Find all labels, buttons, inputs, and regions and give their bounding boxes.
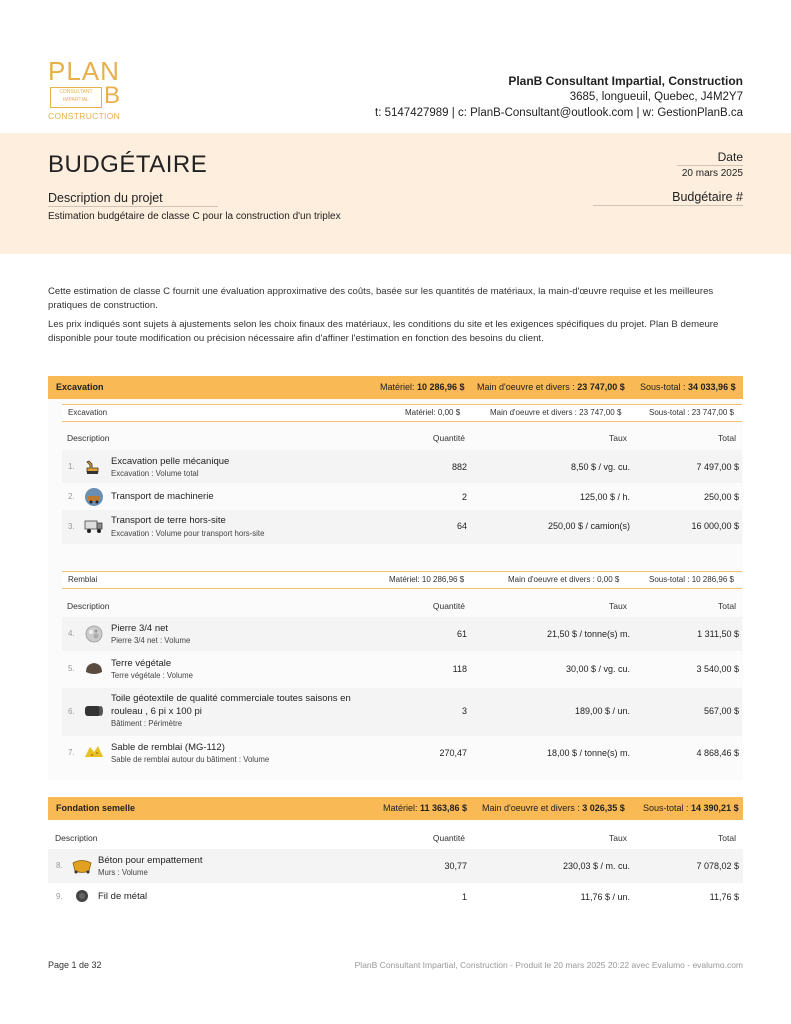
subsection-labor: Main d'oeuvre et divers : 23 747,00 $ xyxy=(490,408,622,417)
logo-b-text: B xyxy=(104,82,121,109)
item-total: 250,00 $ xyxy=(703,492,739,502)
logo-construction-text: CONSTRUCTION xyxy=(48,111,121,121)
section-header-excavation xyxy=(48,376,743,399)
item-quantity: 64 xyxy=(456,521,467,531)
item-total: 1 311,50 $ xyxy=(697,629,739,639)
row-number: 2. xyxy=(68,492,75,501)
item-rate: 8,50 $ / vg. cu. xyxy=(570,462,630,472)
item-subtext: Bâtiment : Périmètre xyxy=(111,719,183,728)
row-number: 3. xyxy=(68,522,75,531)
section-title: Excavation xyxy=(56,382,104,392)
stone-icon xyxy=(84,625,102,641)
item-quantity: 61 xyxy=(456,629,467,639)
item-subtext: Sable de remblai autour du bâtiment : Volume xyxy=(111,755,270,764)
subsection-subtotal: Sous-total : 23 747,00 $ xyxy=(649,408,734,417)
item-name-line2: rouleau , 6 pi x 100 pi xyxy=(111,706,202,717)
transport-icon xyxy=(84,487,102,503)
item-subtext: Pierre 3/4 net : Volume xyxy=(111,636,191,645)
item-name: Fil de métal xyxy=(98,891,148,902)
item-name: Toile géotextile de qualité commerciale toutes saisons en xyxy=(111,693,351,704)
item-rate: 125,00 $ / h. xyxy=(579,492,630,502)
subsection-subtotal: Sous-total : 10 286,96 $ xyxy=(649,575,734,584)
item-subtext: Excavation : Volume total xyxy=(111,469,199,478)
item-total: 11,76 $ xyxy=(709,892,739,902)
company-logo xyxy=(48,58,128,124)
logo-box-line2: IMPARTIAL xyxy=(63,97,89,103)
item-quantity: 270,47 xyxy=(439,748,467,758)
truck-icon xyxy=(84,518,102,534)
logo-plan-text: PLAN xyxy=(48,56,120,86)
subsection-header-remblai xyxy=(62,571,742,589)
subsection-header-excavation xyxy=(62,404,742,422)
row-number: 7. xyxy=(68,748,75,757)
column-header-rate: Taux xyxy=(609,833,627,843)
column-header-quantity: Quantité xyxy=(432,833,465,843)
item-name: Béton pour empattement xyxy=(98,855,203,866)
item-name: Sable de remblai (MG-112) xyxy=(111,742,225,753)
item-rate: 11,76 $ / un. xyxy=(580,892,630,902)
wire-icon xyxy=(74,888,92,904)
item-quantity: 3 xyxy=(461,706,467,716)
row-number: 6. xyxy=(68,707,75,716)
intro-paragraph-2: Les prix indiqués sont sujets à ajustements selon les choix finaux des matériaux, les conditions du site et les exigences spécifiques du projet. Plan B demeure disponible pour toute modification ou précision nécessaire afin d'affiner l'estimation en fonction des besoins du client. xyxy=(48,319,719,344)
soil-icon xyxy=(84,660,102,676)
logo-box xyxy=(50,87,102,108)
item-total: 16 000,00 $ xyxy=(691,521,739,531)
column-header-description: Description xyxy=(55,833,98,843)
row-number: 1. xyxy=(68,462,75,471)
date-label: Date xyxy=(677,150,743,166)
company-name: PlanB Consultant Impartial, Construction xyxy=(508,74,743,88)
item-quantity: 882 xyxy=(451,462,467,472)
company-address: 3685, longueuil, Quebec, J4M2Y7 xyxy=(569,91,743,103)
item-rate: 230,03 $ / m. cu. xyxy=(562,861,630,871)
row-number: 8. xyxy=(56,861,63,870)
column-header-description: Description xyxy=(67,601,110,611)
item-name: Transport de terre hors-site xyxy=(111,515,226,526)
item-name: Pierre 3/4 net xyxy=(111,623,169,634)
logo-box-line1: CONSULTANT xyxy=(59,89,93,95)
section-subtotal: Sous-total : 14 390,21 $ xyxy=(643,803,739,813)
item-quantity: 2 xyxy=(461,492,467,502)
subsection-title: Excavation xyxy=(68,408,108,417)
section-labor: Main d'oeuvre et divers : 23 747,00 $ xyxy=(477,382,625,392)
item-quantity: 1 xyxy=(461,892,467,902)
excavator-icon xyxy=(84,457,102,473)
item-total: 7 078,02 $ xyxy=(696,861,739,871)
section-material: Matériel: 10 286,96 $ xyxy=(380,382,465,392)
subsection-labor: Main d'oeuvre et divers : 0,00 $ xyxy=(508,575,620,584)
column-header-quantity: Quantité xyxy=(432,601,465,611)
project-description-label: Description du projet xyxy=(48,191,218,207)
column-header-quantity: Quantité xyxy=(432,433,465,443)
project-description-text: Estimation budgétaire de classe C pour la construction d'un triplex xyxy=(48,211,341,222)
item-total: 4 868,46 $ xyxy=(696,748,739,758)
item-total: 7 497,00 $ xyxy=(696,462,739,472)
column-header-total: Total xyxy=(718,833,736,843)
row-number: 9. xyxy=(56,892,63,901)
company-info xyxy=(375,73,743,121)
row-number: 5. xyxy=(68,664,75,673)
section-subtotal: Sous-total : 34 033,96 $ xyxy=(640,382,736,392)
item-quantity: 118 xyxy=(452,664,467,674)
item-rate: 18,00 $ / tonne(s) m. xyxy=(546,748,630,758)
item-rate: 21,50 $ / tonne(s) m. xyxy=(546,629,630,639)
sand-icon xyxy=(84,743,102,759)
intro-paragraph-1: Cette estimation de classe C fournit une évaluation approximative des coûts, basée sur les quantités de matériaux, la main-d'œuvre requise et les meilleures pratiques de construction. xyxy=(48,286,714,311)
column-header-total: Total xyxy=(718,433,736,443)
item-rate: 189,00 $ / un. xyxy=(574,706,630,716)
budget-number-label: Budgétaire # xyxy=(593,190,743,206)
subsection-material: Matériel: 10 286,96 $ xyxy=(389,575,465,584)
column-header-description: Description xyxy=(67,433,110,443)
section-material: Matériel: 11 363,86 $ xyxy=(383,803,468,813)
geotextile-roll-icon xyxy=(84,703,102,719)
subsection-material: Matériel: 0,00 $ xyxy=(405,408,461,417)
section-header-fondation-semelle xyxy=(48,797,743,820)
column-header-rate: Taux xyxy=(609,601,627,611)
date-value: 20 mars 2025 xyxy=(681,168,743,179)
company-contact: t: 5147427989 | c: PlanB-Consultant@outlook.com | w: GestionPlanB.ca xyxy=(375,107,743,119)
item-name: Excavation pelle mécanique xyxy=(111,456,230,467)
concrete-icon xyxy=(71,856,89,872)
item-subtext: Terre végétale : Volume xyxy=(111,671,193,680)
item-subtext: Murs : Volume xyxy=(98,868,148,877)
item-total: 3 540,00 $ xyxy=(696,664,739,674)
page-title: BUDGÉTAIRE xyxy=(48,151,208,178)
footer-produced-by: PlanB Consultant Impartial, Construction - Produit le 20 mars 2025 20:22 avec Evalumo - evalumo.com xyxy=(354,960,743,970)
item-name: Terre végétale xyxy=(111,658,172,669)
section-labor: Main d'oeuvre et divers : 3 026,35 $ xyxy=(482,803,625,813)
item-quantity: 30,77 xyxy=(444,861,467,871)
column-header-total: Total xyxy=(718,601,736,611)
page-number: Page 1 de 32 xyxy=(48,960,102,970)
item-total: 567,00 $ xyxy=(703,706,739,716)
subsection-title: Remblai xyxy=(68,575,98,584)
item-name: Transport de machinerie xyxy=(111,491,214,502)
row-number: 4. xyxy=(68,629,75,638)
item-rate: 30,00 $ / vg. cu. xyxy=(565,664,630,674)
section-title: Fondation semelle xyxy=(56,803,136,813)
column-header-rate: Taux xyxy=(609,433,627,443)
item-rate: 250,00 $ / camion(s) xyxy=(547,521,630,531)
item-subtext: Excavation : Volume pour transport hors-site xyxy=(111,529,265,538)
